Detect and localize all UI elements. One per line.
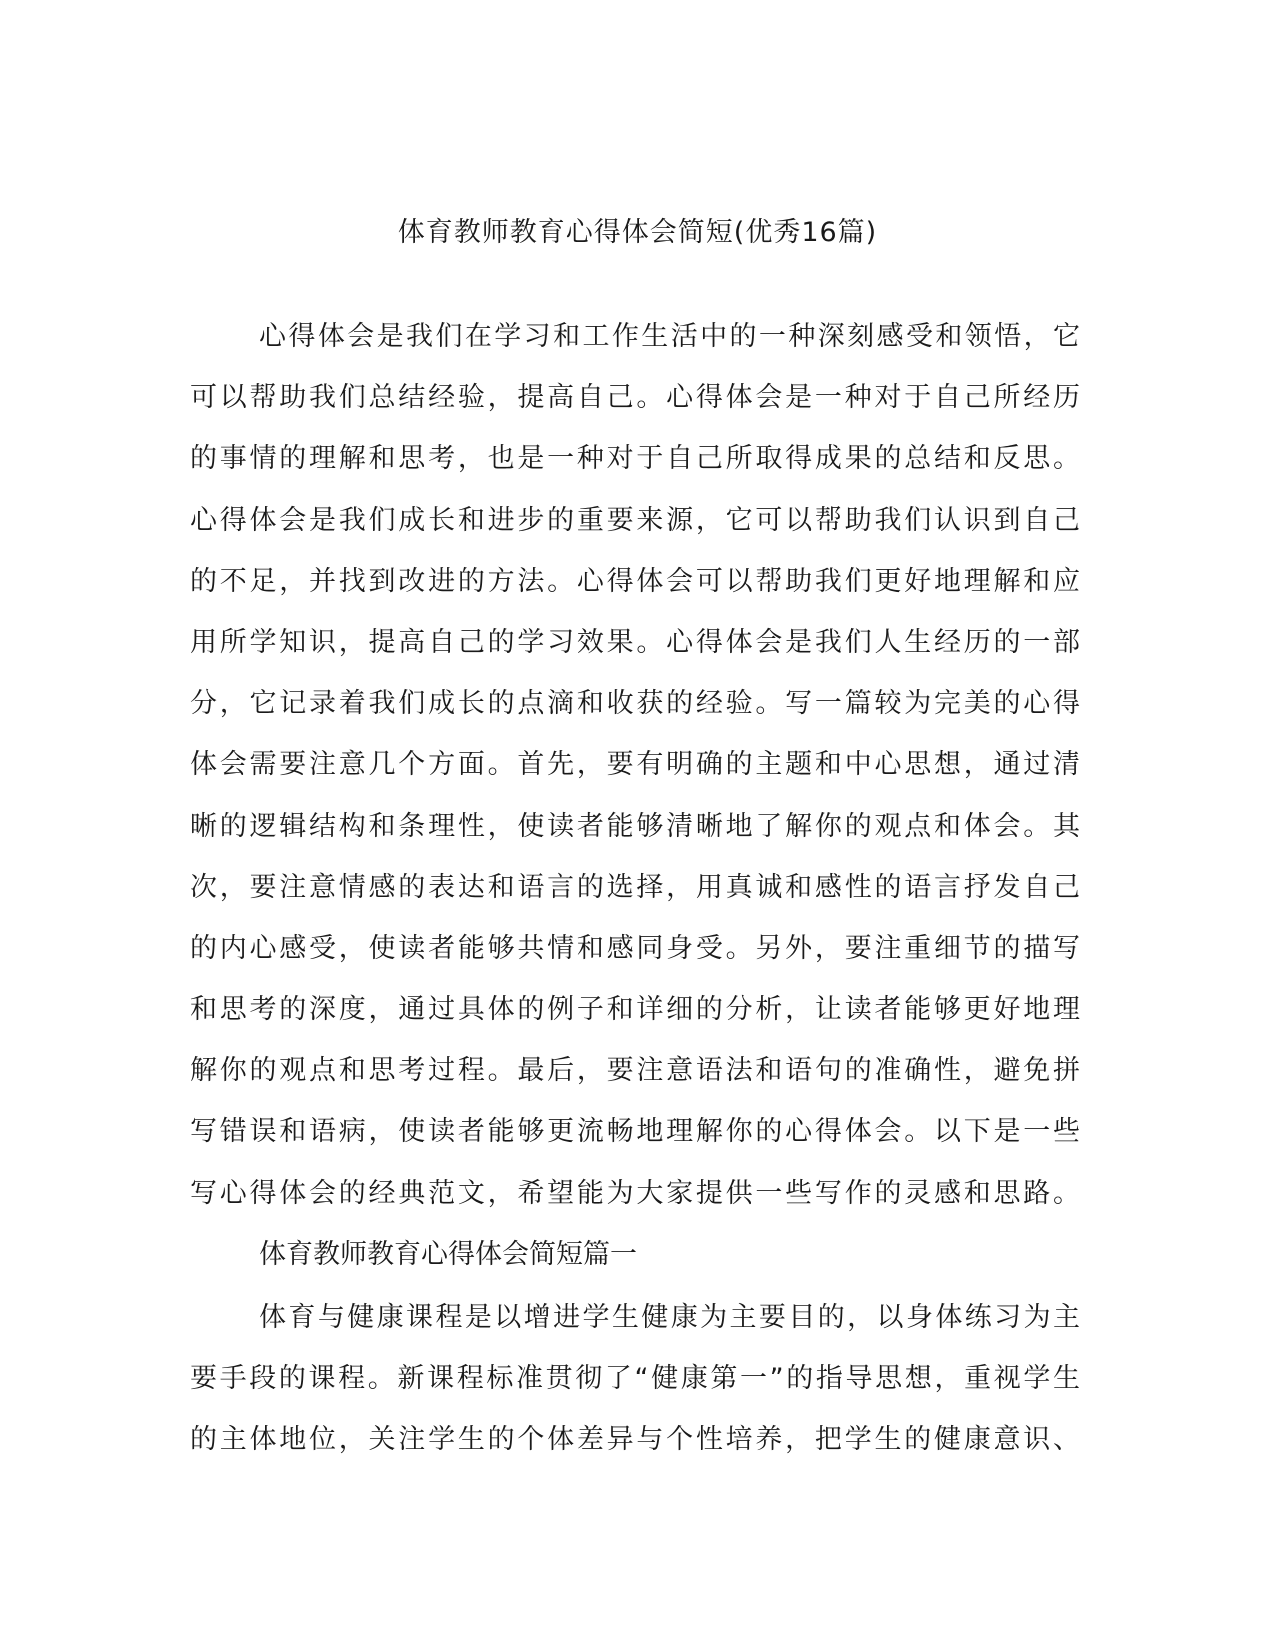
section-heading-block: [190, 1224, 1080, 1285]
text-line: 体会需要注意几个方面。首先，要有明确的主题和中心思想，通过清: [190, 749, 1080, 781]
text-line: 写心得体会的经典范文，希望能为大家提供一些写作的灵感和思路。: [190, 1177, 1080, 1209]
intro-paragraph: [190, 306, 1080, 1224]
text-line: 可以帮助我们总结经验，提高自己。心得体会是一种对于自己所经历: [190, 382, 1080, 414]
text-line: 的内心感受，使读者能够共情和感同身受。另外，要注重细节的描写: [190, 932, 1080, 964]
section-paragraph: [190, 1287, 1080, 1471]
text-line: 的不足，并找到改进的方法。心得体会可以帮助我们更好地理解和应: [190, 565, 1080, 597]
text-line: 解你的观点和思考过程。最后，要注意语法和语句的准确性，避免拼: [190, 1055, 1080, 1087]
section-heading: 体育教师教育心得体会简短篇一: [259, 1239, 637, 1270]
text-line: 分，它记录着我们成长的点滴和收获的经验。写一篇较为完美的心得: [190, 688, 1080, 720]
text-line: 心得体会是我们在学习和工作生活中的一种深刻感受和领悟，它: [259, 321, 1080, 352]
document-title: 体育教师教育心得体会简短(优秀16篇): [397, 217, 878, 248]
text-line: 的事情的理解和思考，也是一种对于自己所取得成果的总结和反思。: [190, 443, 1080, 475]
text-line: 用所学知识，提高自己的学习效果。心得体会是我们人生经历的一部: [190, 626, 1080, 658]
text-line: 心得体会是我们成长和进步的重要来源，它可以帮助我们认识到自己: [190, 504, 1080, 536]
text-line: 写错误和语病，使读者能够更流畅地理解你的心得体会。以下是一些: [190, 1116, 1080, 1148]
text-line: 和思考的深度，通过具体的例子和详细的分析，让读者能够更好地理: [190, 994, 1080, 1026]
text-line: 晰的逻辑结构和条理性，使读者能够清晰地了解你的观点和体会。其: [190, 810, 1080, 842]
text-line: 体育与健康课程是以增进学生健康为主要目的，以身体练习为主: [259, 1302, 1080, 1333]
text-line: 要手段的课程。新课程标准贯彻了“健康第一”的指导思想，重视学生: [190, 1363, 1080, 1395]
text-line: 次，要注意情感的表达和语言的选择，用真诚和感性的语言抒发自己: [190, 871, 1080, 903]
text-line: 的主体地位，关注学生的个体差异与个性培养，把学生的健康意识、: [190, 1424, 1080, 1456]
